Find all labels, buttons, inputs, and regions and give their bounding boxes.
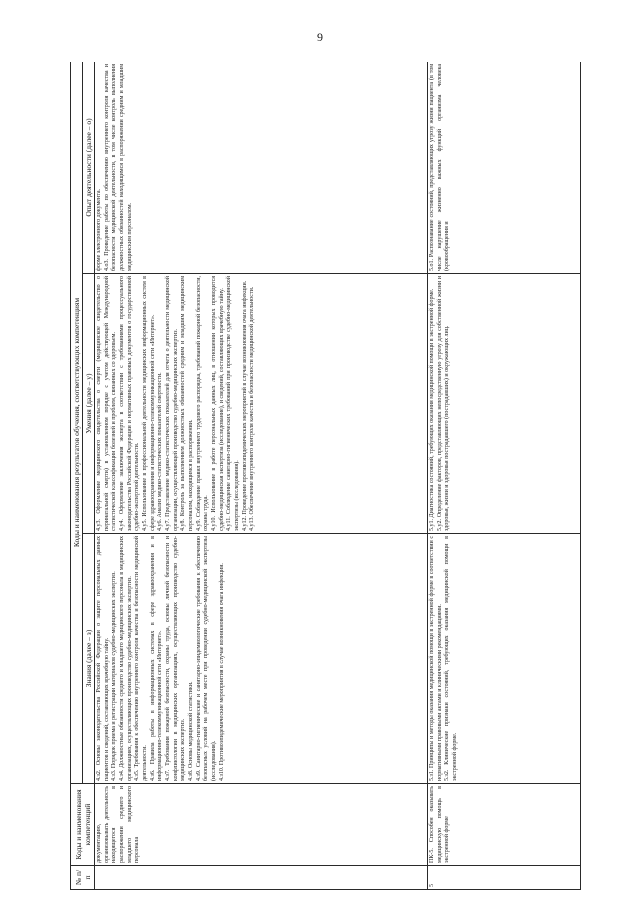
table-row [428,62,581,890]
header-skills: Умения (далее – у) [83,274,95,534]
skill-item: 4.у5. Использование в профессиональной деятельности медицинских информационных систем в сфере здравоохранения и информационно-телекоммуникационной сети «Интернет». [142,276,156,531]
header-code: Коды и наименования компетенций [71,784,95,866]
knowledge-item: 4.з4. Должностные обязанности среднего и младшего медицинского персонала в медицинских организациях, осуществляющих производство судебно-медицинских экспертиз. [119,536,133,781]
header-num: № п/п [71,866,95,890]
row-num: 5 [428,866,581,890]
skill-item: 4.у8. Контроль за выполнением должностных обязанностей средним и младшим медицинским персоналом, находящимся в распоряжении. [180,276,195,531]
rotated-page-frame [70,62,610,890]
experience-item: форме электронного документа. [96,189,102,271]
knowledge-item: 4.з3. Порядок приема и регистрации материалов судебно-медицинских экспертиз. [111,571,118,781]
skill-item: 4.у4. Оформление заключения эксперта в соответствии с требованиями процессуального законодательства Российской Федерации и нормативных правовых документов о государственной судебно-экспертной деятельности. [119,276,141,531]
row-num [95,866,428,890]
skill-item: 4.у9. Соблюдение правил внутреннего трудового распорядка, требований пожарной безопасности, охраны труда. [195,276,210,531]
knowledge-item: 4.з8. Основы медицинской статистики. [188,681,195,781]
skill-item: 5.у1. Диагностика состояний, требующих оказания медицинской помощи в экстренной форме. [429,288,435,531]
experience-item: 4.о3. Проведение работы по обеспечению внутреннего контроля качества и безопасности медицинской деятельности, в том числе контроль выполнения должностных обязанностей находящимся в распоряжении средним и младшим медицинским персоналом. [103,64,133,271]
experience-item: 5.о1. Распознавание состояний, представляющих угрозу жизни пациента (в том числе нарушение жизненно важных функций организма человека (кровообращения и [429,64,451,271]
skills-cell [428,274,581,534]
knowledge-item: 4.з9. Санитарно-гигиенические и санитарно-эпидемиологические требования к обеспечению безопасных условий на рабочем месте при проведении судебно-медицинской экспертизы (исследования). [195,536,218,781]
skill-item: 4.у7. Представление медико-статистических показателей для отчета о деятельности медицинской организации, осуществляющей производство судебно-медицинских экспертиз. [165,276,179,531]
knowledge-item: 4.з7. Требования пожарной безопасности, охраны труда, основы личной безопасности и конфликтологии в медицинских организациях, осуществляющих производство судебно-медицинских экспертиз. [165,536,187,781]
knowledge-cell [95,534,428,784]
competency-code: документацию, организовывать деятельность находящегося в распоряжении среднего и младшего медицинского персонала [95,784,428,866]
knowledge-cell [428,534,581,784]
knowledge-item: 4.з5. Требования к обеспечению внутреннего контроля качества и безопасности медицинской деятельности. [134,536,149,781]
skill-item: 4.у13. Обеспечение внутреннего контроля качества и безопасности медицинской деятельности. [249,286,256,531]
knowledge-item: 4.з6. Правила работы в информационных системах в сфере здравоохранения и в информационно-телекоммуникационной сети «Интернет». [149,536,164,781]
table-row [95,62,428,890]
skill-item: 4.у11. Соблюдение санитарно-гигиенических требований при производстве судебно-медицинской экспертизы (исследования). [226,276,241,531]
page-number: 9 [317,30,323,44]
skills-cell [95,274,428,534]
skill-item: 4.у12. Проведение противоэпидемических мероприятий в случае возникновения очага инфекции. [241,280,248,531]
knowledge-item: 5.з1. Принципы и методы оказания медицинской помощи в экстренной форме в соответствии с нормативными правовыми актами и клиническими рекомендациями. [429,536,443,781]
skill-item: 5.у2. Определение факторов, представляющих непосредственную угрозу для собственной жизни и здоровья, жизни и здоровья пострадавшего (пострадавших) и окружающих лиц. [436,276,451,531]
competency-code: ПК-5. Способен оказывать медицинскую помощь в экстренной форме [428,784,581,866]
skill-item: 4.у10. Использование в работе персональных данных лиц, в отношении которых проводится судебно-медицинская экспертиза (исследование), и сведений, составляющих врачебную тайну. [211,276,225,531]
rotated-table-container [70,62,610,890]
header-experience: Опыт деятельности (далее – о) [83,62,95,274]
competency-table [70,62,581,890]
knowledge-item: 4.з10. Противоэпидемические мероприятия в случае возникновения очага инфекции. [218,563,225,781]
header-knowledge: Знания (далее – з) [83,534,95,784]
knowledge-item: 5.з2. Клинические признаки состояний, требующих оказания медицинской помощи в экстренной форме. [444,536,459,781]
skill-item: 4.у6. Анализ медико-статистических показателей смертности. [157,372,164,531]
header-results-group: Коды и наименования результатов обучения, соответствующих компетенциям [71,62,83,784]
experience-cell [95,62,428,274]
skill-item: 4.у3. Оформление медицинского свидетельства о смерти (медицинское свидетельство о перинатальной смерти) в установленном порядке с учетом действующей Международной статистической классификации болезней и проблем, связанных со здоровьем. [96,276,118,531]
experience-cell [428,62,581,274]
knowledge-item: 4.з2. Основы законодательства Российской Федерации о защите персональных данных пациентов и сведений, составляющих врачебную тайну. [96,536,110,781]
